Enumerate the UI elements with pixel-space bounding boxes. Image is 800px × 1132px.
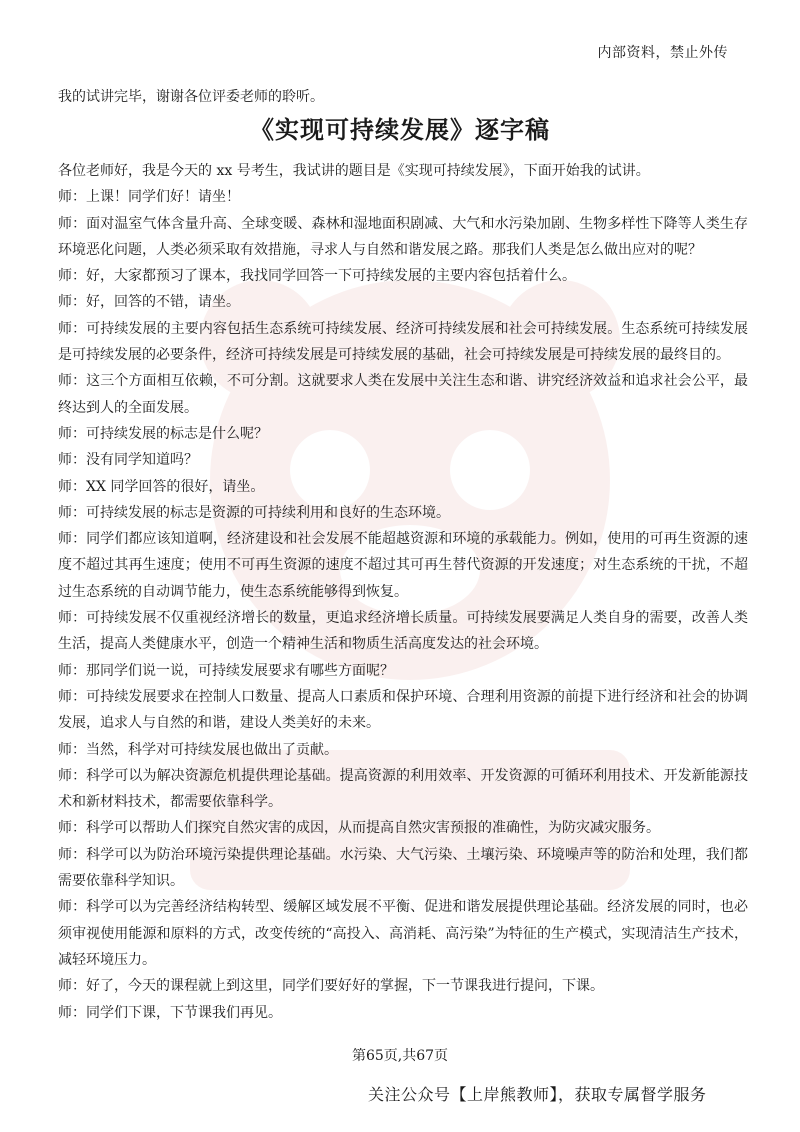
dialogue-line: 师：可持续发展要求在控制人口数量、提高人口素质和保护环境、合理利用资源的前提下进行经济和社会的协调发展，追求人与自然的和谐，建设人类美好的未来。: [58, 688, 748, 732]
dialogue-line: 师：好，回答的不错，请坐。: [58, 294, 240, 311]
dialogue-line: 师：没有同学知道吗？: [58, 452, 198, 469]
dialogue-line: 师：可持续发展的标志是资源的可持续利用和良好的生态环境。: [58, 504, 450, 521]
dialogue-line: 师：XX 同学回答的很好，请坐。: [58, 478, 265, 495]
dialogue-line: 师：面对温室气体含量升高、全球变暖、森林和湿地面积剧减、大气和水污染加剧、生物多样性下降等人类生存环境恶化问题，人类必须采取有效措施，寻求人与自然和谐发展之路。那我们人类是怎么做出应对的呢？: [58, 215, 748, 258]
dialogue-line: 师：科学可以为完善经济结构转型、缓解区域发展不平衡、促进和谐发展提供理论基础。经济发展的同时，也必须审视使用能源和原料的方式，改变传统的“高投入、高消耗、高污染”为特征的生产模式，实现清洁生产技术，减轻环境压力。: [58, 899, 748, 968]
dialogue-line: 师：同学们都应该知道啊，经济建设和社会发展不能超越资源和环境的承载能力。例如，使用的可再生资源的速度不超过其再生速度；使用不可再生资源的速度不超过其可再生替代资源的开发速度；对生态系统的干扰，不超过生态系统的自动调节能力，使生态系统能够得到恢复。: [58, 531, 748, 600]
dialogue-line: 师：同学们下课，下节课我们再见。: [58, 1004, 282, 1021]
document-title: 《实现可持续发展》逐字稿: [250, 115, 550, 144]
previous-page-ending-line: 我的试讲完毕，谢谢各位评委老师的聆听。: [58, 89, 324, 105]
dialogue-line: 师：好了，今天的课程就上到这里，同学们要好好的掌握，下一节课我进行提问，下课。: [58, 978, 604, 995]
promo-footer-text: 关注公众号【上岸熊教师】，获取专属督学服务: [368, 1085, 707, 1104]
dialogue-line: 师：可持续发展不仅重视经济增长的数量，更追求经济增长质量。可持续发展要满足人类自身的需要，改善人类生活，提高人类健康水平，创造一个精神生活和物质生活高度发达的社会环境。: [58, 610, 748, 653]
dialogue-line: 师：这三个方面相互依赖，不可分割。这就要求人类在发展中关注生态和谐、讲究经济效益和追求社会公平，最终达到人的全面发展。: [58, 373, 748, 416]
page-number: 第65页,共67页: [351, 1048, 449, 1064]
dialogue-line: 师：科学可以为解决资源危机提供理论基础。提高资源的利用效率、开发资源的可循环利用技术、开发新能源技术和新材料技术，都需要依靠科学。: [58, 767, 748, 811]
dialogue-line: 师：那同学们说一说，可持续发展要求有哪些方面呢？: [58, 662, 394, 679]
dialogue-line: 师：上课！同学们好！请坐！: [58, 189, 240, 206]
intro-paragraph: 各位老师好，我是今天的 xx 号考生，我试讲的题目是《实现可持续发展》，下面开始我的试讲。: [58, 163, 650, 179]
dialogue-line: 师：当然，科学对可持续发展也做出了贡献。: [58, 741, 338, 758]
dialogue-line: 师：可持续发展的主要内容包括生态系统可持续发展、经济可持续发展和社会可持续发展。生态系统可持续发展是可持续发展的必要条件，经济可持续发展是可持续发展的基础，社会可持续发展是可持续发展的最终目的。: [58, 320, 748, 364]
dialogue-line: 师：科学可以为防治环境污染提供理论基础。水污染、大气污染、土壤污染、环境噪声等的防治和处理，我们都需要依靠科学知识。: [58, 846, 748, 890]
dialogue-line: 师：可持续发展的标志是什么呢？: [58, 425, 268, 442]
confidential-notice: 内部资料，禁止外传: [597, 45, 728, 61]
dialogue-line: 师：好，大家都预习了课本，我找同学回答一下可持续发展的主要内容包括着什么。: [58, 268, 576, 285]
transcript-body: [58, 158, 748, 1026]
dialogue-line: 师：科学可以帮助人们探究自然灾害的成因，从而提高自然灾害预报的准确性，为防灾减灾服务。: [58, 820, 660, 837]
